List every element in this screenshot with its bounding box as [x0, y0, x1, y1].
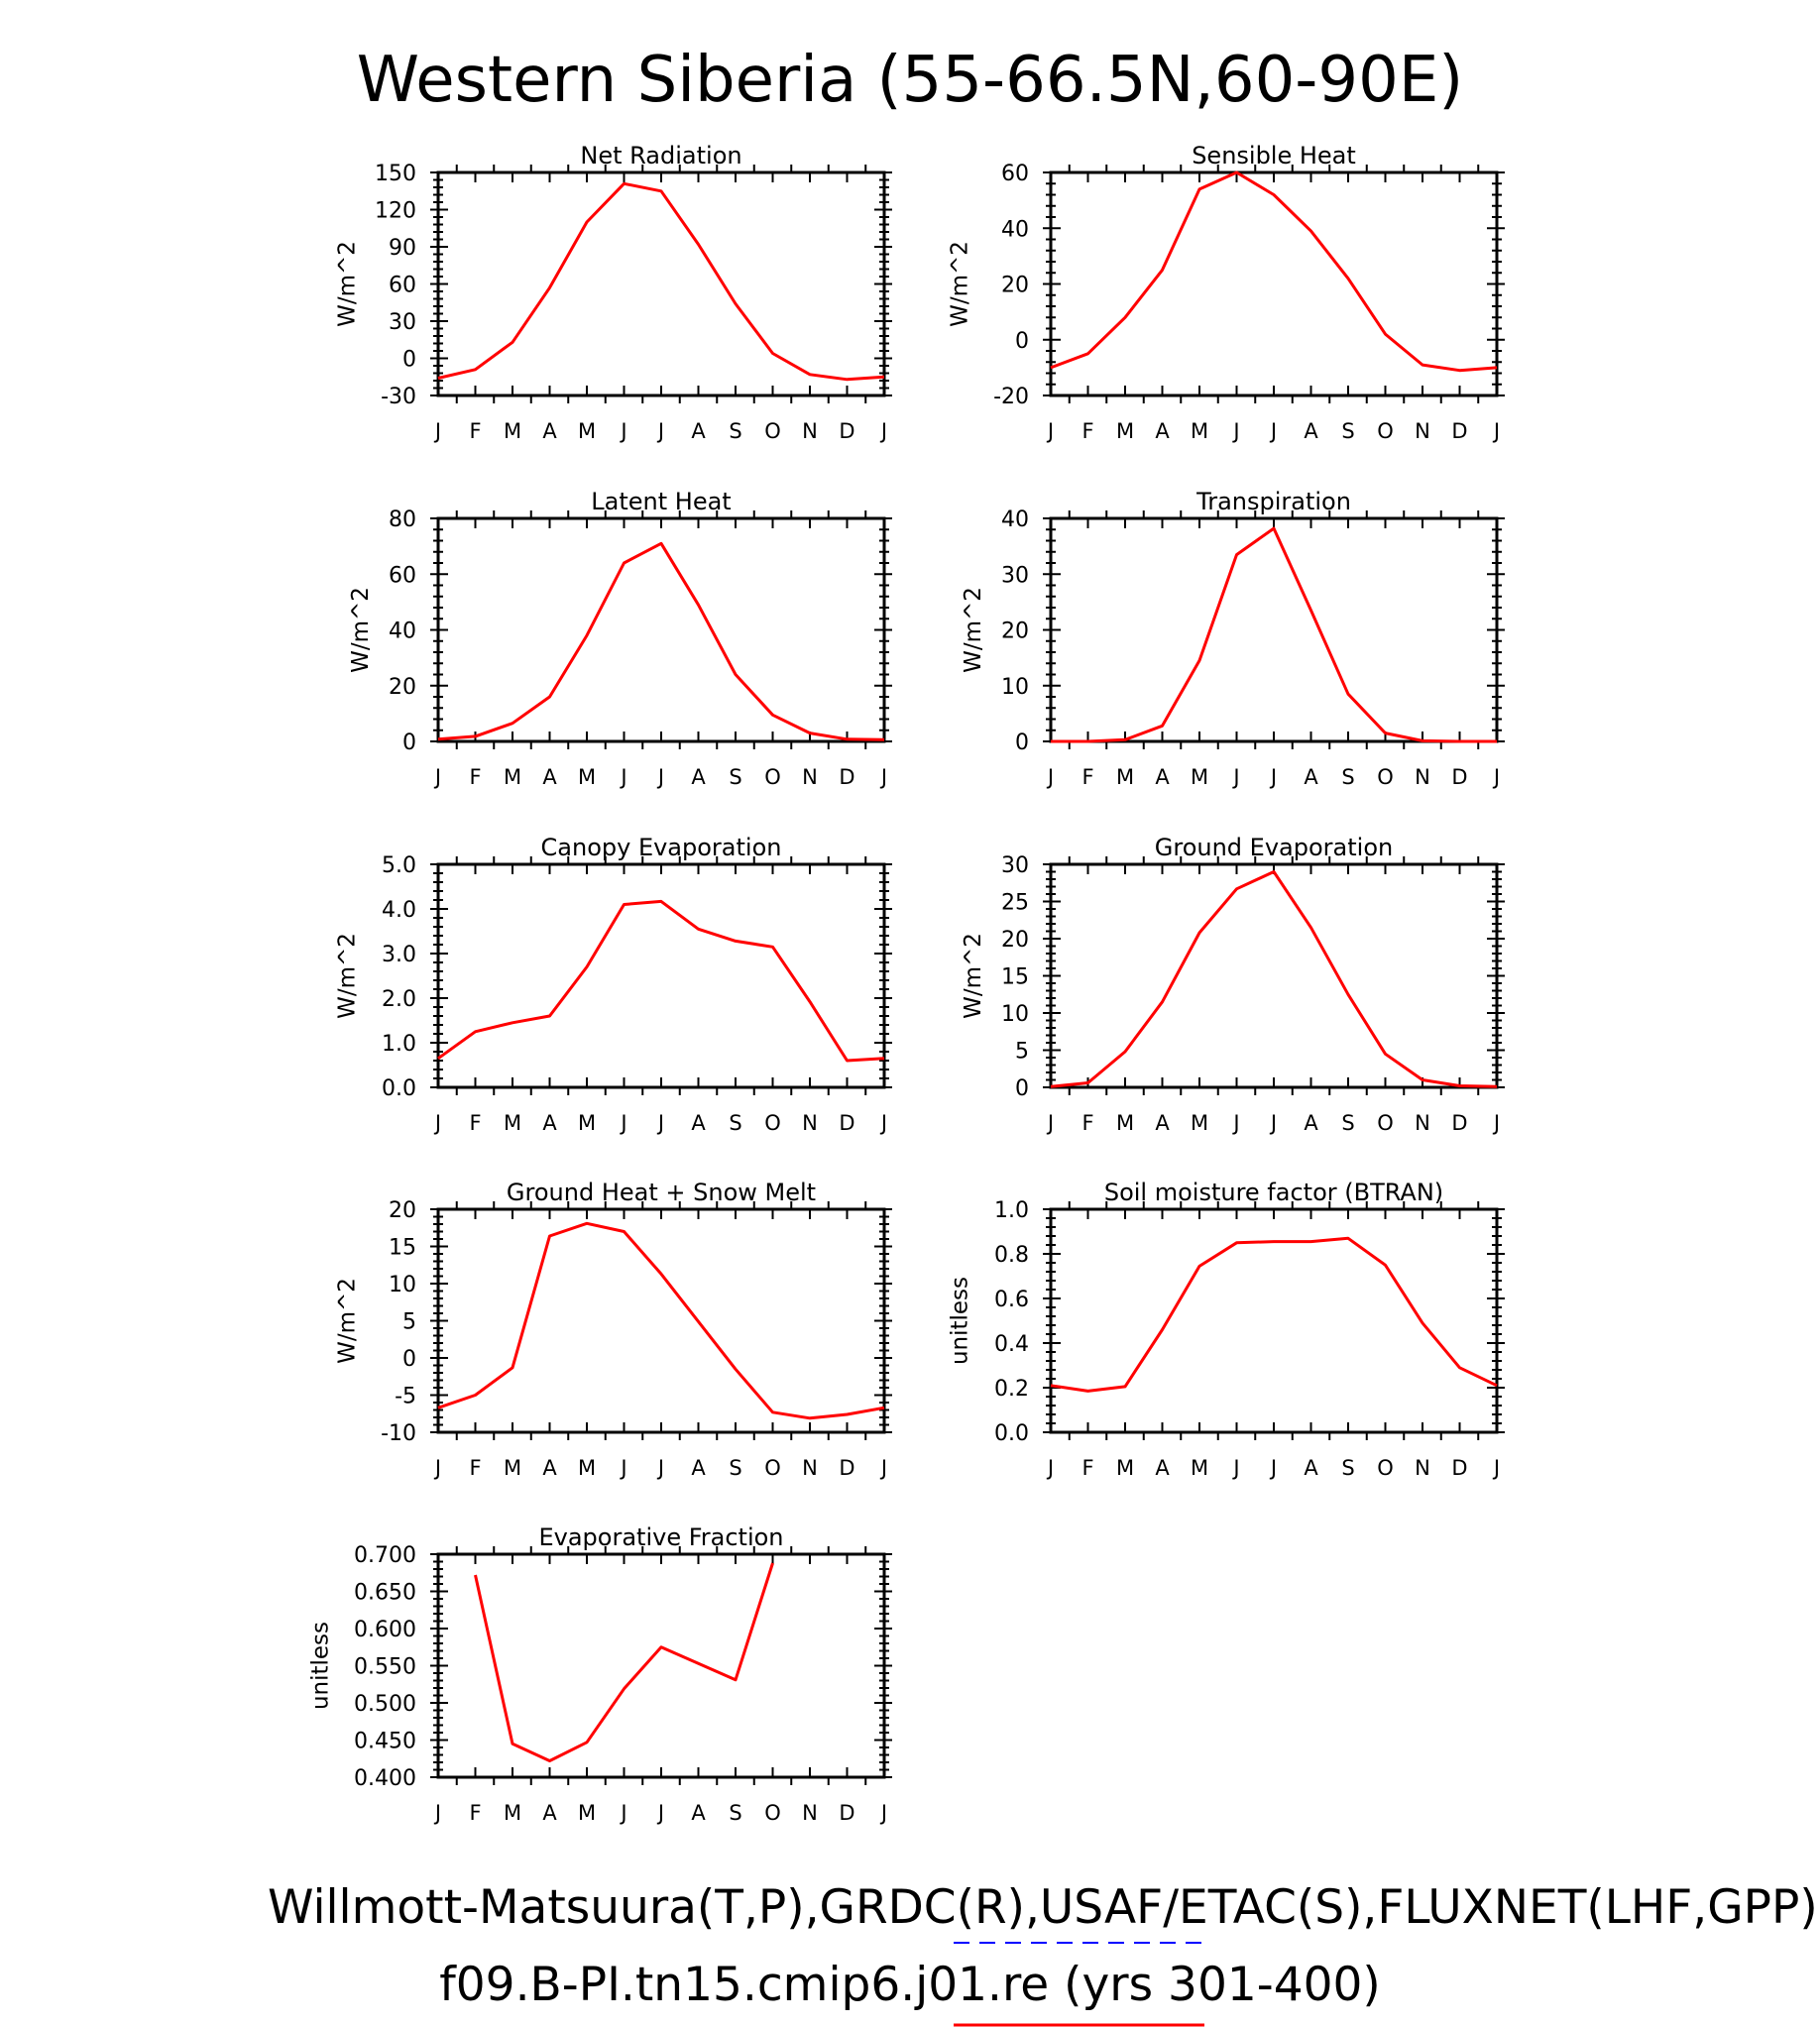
x-tick-label: A — [1155, 1111, 1170, 1135]
x-tick-label: J — [1270, 419, 1278, 443]
y-tick-label: 2.0 — [382, 987, 416, 1012]
x-tick-label: F — [1081, 1456, 1094, 1480]
x-tick-label: D — [839, 1801, 855, 1825]
x-tick-label: M — [1190, 1111, 1209, 1135]
x-tick-label: S — [729, 1456, 742, 1480]
y-tick-label: 20 — [1001, 928, 1029, 953]
series-line — [1051, 1238, 1497, 1391]
x-tick-label: D — [839, 1111, 855, 1135]
y-tick-label: 5 — [1015, 1039, 1029, 1065]
x-tick-label: J — [1493, 1111, 1501, 1135]
x-tick-label: J — [621, 765, 627, 789]
panel-title: Latent Heat — [591, 488, 732, 515]
panel-8 — [948, 1179, 1506, 1480]
x-tick-label: N — [1415, 1456, 1430, 1480]
x-tick-label: O — [1377, 765, 1394, 789]
y-tick-label: 20 — [1001, 619, 1029, 644]
y-tick-label: 10 — [389, 1273, 416, 1297]
x-tick-label: A — [1304, 1456, 1318, 1480]
panel-2 — [948, 142, 1506, 443]
y-tick-label: 40 — [1001, 507, 1029, 532]
panel-1 — [335, 142, 893, 443]
y-tick-label: 0.0 — [382, 1076, 416, 1101]
x-tick-label: O — [1377, 419, 1394, 443]
series-line — [1051, 172, 1497, 371]
x-tick-label: A — [542, 419, 557, 443]
x-tick-label: S — [1341, 1456, 1355, 1480]
x-tick-label: J — [621, 419, 627, 443]
x-tick-label: F — [469, 1111, 482, 1135]
panel-title: Ground Evaporation — [1154, 834, 1394, 861]
x-tick-label: J — [657, 419, 665, 443]
x-tick-label: S — [729, 419, 742, 443]
y-tick-label: -30 — [381, 385, 416, 409]
x-tick-label: M — [503, 419, 522, 443]
x-tick-label: N — [802, 1111, 818, 1135]
panel-9 — [308, 1523, 893, 1825]
x-tick-label: S — [729, 1111, 742, 1135]
panel-title: Ground Heat + Snow Melt — [506, 1179, 817, 1206]
x-tick-label: N — [1415, 765, 1430, 789]
y-tick-label: 0 — [402, 1347, 416, 1372]
y-tick-label: 1.0 — [994, 1198, 1029, 1223]
x-tick-label: D — [839, 765, 855, 789]
x-tick-label: J — [1270, 1456, 1278, 1480]
y-tick-label: 0.0 — [994, 1421, 1029, 1446]
x-tick-label: J — [880, 765, 888, 789]
y-tick-label: 0.450 — [354, 1729, 416, 1754]
series-line — [476, 1563, 773, 1761]
y-tick-label: 30 — [1001, 853, 1029, 878]
plot-frame — [1051, 864, 1497, 1087]
y-tick-label: 0 — [402, 731, 416, 755]
x-tick-label: M — [577, 419, 597, 443]
x-tick-label: J — [1047, 765, 1055, 789]
x-tick-label: O — [764, 419, 781, 443]
y-tick-label: 1.0 — [382, 1032, 416, 1057]
x-tick-label: D — [839, 1456, 855, 1480]
x-tick-label: M — [1190, 419, 1209, 443]
plot-frame — [438, 518, 884, 741]
y-tick-label: 40 — [389, 619, 416, 644]
panel-title: Canopy Evaporation — [540, 834, 782, 861]
y-tick-label: 0.500 — [354, 1692, 416, 1717]
x-tick-label: D — [1451, 1111, 1468, 1135]
panels — [308, 142, 1506, 1825]
x-tick-label: F — [469, 765, 482, 789]
x-tick-label: N — [802, 419, 818, 443]
x-tick-label: M — [1190, 765, 1209, 789]
x-tick-label: A — [691, 419, 706, 443]
y-tick-label: 30 — [389, 310, 416, 335]
x-tick-label: N — [1415, 1111, 1430, 1135]
series-line — [438, 901, 884, 1061]
panel-5 — [335, 834, 893, 1135]
y-tick-label: 60 — [1001, 162, 1029, 186]
y-tick-label: 0.400 — [354, 1766, 416, 1791]
plot-frame — [1051, 172, 1497, 395]
series-line — [438, 183, 884, 379]
footer-line-1: Willmott-Matsuura(T,P),GRDC(R),USAF/ETAC(S),FLUXNET(LHF,GPP) — [268, 1880, 1818, 1935]
series-line — [1051, 872, 1497, 1087]
y-tick-label: 20 — [389, 1198, 416, 1223]
x-tick-label: M — [1115, 765, 1135, 789]
y-tick-label: 60 — [389, 273, 416, 298]
x-tick-label: M — [1115, 1456, 1135, 1480]
x-tick-label: J — [657, 765, 665, 789]
x-tick-label: J — [1493, 765, 1501, 789]
x-tick-label: S — [1341, 419, 1355, 443]
y-axis-label: W/m^2 — [961, 587, 986, 673]
x-tick-label: A — [1304, 1111, 1318, 1135]
y-tick-label: 15 — [389, 1235, 416, 1261]
x-tick-label: M — [1190, 1456, 1209, 1480]
x-tick-label: M — [503, 1111, 522, 1135]
x-tick-label: D — [1451, 765, 1468, 789]
y-tick-label: 30 — [1001, 563, 1029, 589]
x-tick-label: F — [469, 419, 482, 443]
x-tick-label: N — [802, 1801, 818, 1825]
y-tick-label: 0.600 — [354, 1618, 416, 1642]
x-tick-label: J — [434, 1456, 442, 1480]
y-tick-label: -10 — [381, 1421, 416, 1446]
x-tick-label: S — [729, 1801, 742, 1825]
x-tick-label: J — [1233, 419, 1240, 443]
x-tick-label: J — [1047, 1111, 1055, 1135]
x-tick-label: J — [880, 1801, 888, 1825]
y-axis-label: unitless — [307, 1621, 334, 1711]
x-tick-label: M — [503, 765, 522, 789]
y-tick-label: 0 — [402, 347, 416, 373]
x-tick-label: J — [880, 419, 888, 443]
panel-title: Soil moisture factor (BTRAN) — [1103, 1179, 1444, 1206]
x-tick-label: A — [1155, 1456, 1170, 1480]
y-axis-label: unitless — [947, 1276, 973, 1366]
x-tick-label: A — [691, 1801, 706, 1825]
x-tick-label: M — [1115, 1111, 1135, 1135]
x-tick-label: A — [542, 1111, 557, 1135]
series-line — [1051, 528, 1497, 741]
x-tick-label: M — [577, 1801, 597, 1825]
x-tick-label: J — [1270, 765, 1278, 789]
y-tick-label: 0.550 — [354, 1654, 416, 1680]
series-line — [438, 543, 884, 739]
series-line — [438, 1223, 884, 1418]
x-tick-label: O — [764, 1111, 781, 1135]
panel-title: Net Radiation — [580, 142, 742, 169]
x-tick-label: A — [1155, 419, 1170, 443]
x-tick-label: M — [577, 1111, 597, 1135]
x-tick-label: A — [691, 1456, 706, 1480]
x-tick-label: J — [880, 1111, 888, 1135]
x-tick-label: A — [1304, 765, 1318, 789]
x-tick-label: M — [577, 1456, 597, 1480]
y-tick-label: 0.650 — [354, 1580, 416, 1606]
x-tick-label: N — [802, 765, 818, 789]
x-tick-label: J — [1047, 419, 1055, 443]
x-tick-label: F — [469, 1801, 482, 1825]
x-tick-label: J — [657, 1456, 665, 1480]
x-tick-label: A — [542, 1456, 557, 1480]
y-tick-label: 0.700 — [354, 1543, 416, 1568]
x-tick-label: A — [691, 765, 706, 789]
x-tick-label: J — [434, 1801, 442, 1825]
x-tick-label: O — [1377, 1456, 1394, 1480]
x-tick-label: S — [1341, 1111, 1355, 1135]
x-tick-label: J — [1493, 1456, 1501, 1480]
plot-frame — [438, 1209, 884, 1432]
panel-title: Transpiration — [1196, 488, 1351, 515]
x-tick-label: M — [577, 765, 597, 789]
y-tick-label: 10 — [1001, 674, 1029, 700]
footer-line-2: f09.B-PI.tn15.cmip6.j01.re (yrs 301-400) — [439, 1958, 1381, 2012]
panel-title: Evaporative Fraction — [538, 1523, 784, 1551]
x-tick-label: J — [434, 1111, 442, 1135]
y-tick-label: 0.8 — [994, 1243, 1029, 1268]
x-tick-label: J — [880, 1456, 888, 1480]
plot-frame — [438, 1554, 884, 1777]
y-tick-label: -20 — [993, 385, 1029, 409]
y-axis-label: W/m^2 — [961, 933, 986, 1019]
y-tick-label: 150 — [375, 162, 416, 186]
y-tick-label: 25 — [1001, 890, 1029, 916]
x-tick-label: M — [1115, 419, 1135, 443]
y-tick-label: 5 — [402, 1309, 416, 1335]
x-tick-label: J — [1233, 765, 1240, 789]
y-tick-label: 0.6 — [994, 1288, 1029, 1312]
x-tick-label: F — [1081, 419, 1094, 443]
panel-title: Sensible Heat — [1192, 142, 1356, 169]
y-tick-label: 80 — [389, 507, 416, 532]
y-tick-label: 90 — [389, 236, 416, 261]
y-tick-label: 0.2 — [994, 1377, 1029, 1402]
x-tick-label: J — [1493, 419, 1501, 443]
y-tick-label: 20 — [1001, 273, 1029, 298]
x-tick-label: J — [657, 1801, 665, 1825]
x-tick-label: J — [621, 1111, 627, 1135]
x-tick-label: N — [1415, 419, 1430, 443]
x-tick-label: J — [1233, 1111, 1240, 1135]
y-tick-label: 60 — [389, 563, 416, 589]
x-tick-label: M — [503, 1456, 522, 1480]
plot-frame — [1051, 518, 1497, 741]
y-tick-label: 15 — [1001, 964, 1029, 990]
x-tick-label: A — [691, 1111, 706, 1135]
x-tick-label: J — [1047, 1456, 1055, 1480]
y-axis-label: W/m^2 — [334, 1278, 361, 1364]
panel-7 — [335, 1179, 893, 1480]
x-tick-label: N — [802, 1456, 818, 1480]
x-tick-label: J — [434, 419, 442, 443]
y-tick-label: 3.0 — [382, 943, 416, 967]
plot-frame — [438, 172, 884, 395]
figure-title: Western Siberia (55-66.5N,60-90E) — [356, 44, 1464, 117]
panel-4 — [961, 488, 1505, 789]
x-tick-label: S — [729, 765, 742, 789]
x-tick-label: A — [1155, 765, 1170, 789]
x-tick-label: O — [764, 1456, 781, 1480]
y-axis-label: W/m^2 — [334, 241, 361, 327]
x-tick-label: F — [1081, 765, 1094, 789]
y-tick-label: 10 — [1001, 1002, 1029, 1027]
x-tick-label: O — [764, 765, 781, 789]
y-axis-label: W/m^2 — [947, 241, 973, 327]
panel-3 — [348, 488, 892, 789]
y-tick-label: 40 — [1001, 217, 1029, 243]
x-tick-label: J — [621, 1801, 627, 1825]
x-tick-label: J — [434, 765, 442, 789]
x-tick-label: J — [657, 1111, 665, 1135]
x-tick-label: A — [542, 1801, 557, 1825]
x-tick-label: O — [764, 1801, 781, 1825]
y-tick-label: 0.4 — [994, 1332, 1029, 1357]
y-tick-label: 120 — [375, 198, 416, 224]
x-tick-label: F — [1081, 1111, 1094, 1135]
plot-frame — [438, 864, 884, 1087]
x-tick-label: J — [621, 1456, 627, 1480]
x-tick-label: A — [1304, 419, 1318, 443]
x-tick-label: J — [1270, 1111, 1278, 1135]
x-tick-label: O — [1377, 1111, 1394, 1135]
x-tick-label: D — [1451, 419, 1468, 443]
y-axis-label: W/m^2 — [334, 933, 361, 1019]
x-tick-label: A — [542, 765, 557, 789]
y-tick-label: 5.0 — [382, 853, 416, 878]
y-tick-label: 0 — [1015, 1076, 1029, 1101]
y-tick-label: 0 — [1015, 328, 1029, 354]
x-tick-label: D — [839, 419, 855, 443]
y-tick-label: 4.0 — [382, 898, 416, 923]
panel-6 — [961, 834, 1505, 1135]
x-tick-label: S — [1341, 765, 1355, 789]
y-tick-label: 0 — [1015, 731, 1029, 755]
y-axis-label: W/m^2 — [348, 587, 374, 673]
x-tick-label: J — [1233, 1456, 1240, 1480]
x-tick-label: F — [469, 1456, 482, 1480]
x-tick-label: D — [1451, 1456, 1468, 1480]
y-tick-label: 20 — [389, 674, 416, 700]
y-tick-label: -5 — [395, 1384, 416, 1409]
x-tick-label: M — [503, 1801, 522, 1825]
